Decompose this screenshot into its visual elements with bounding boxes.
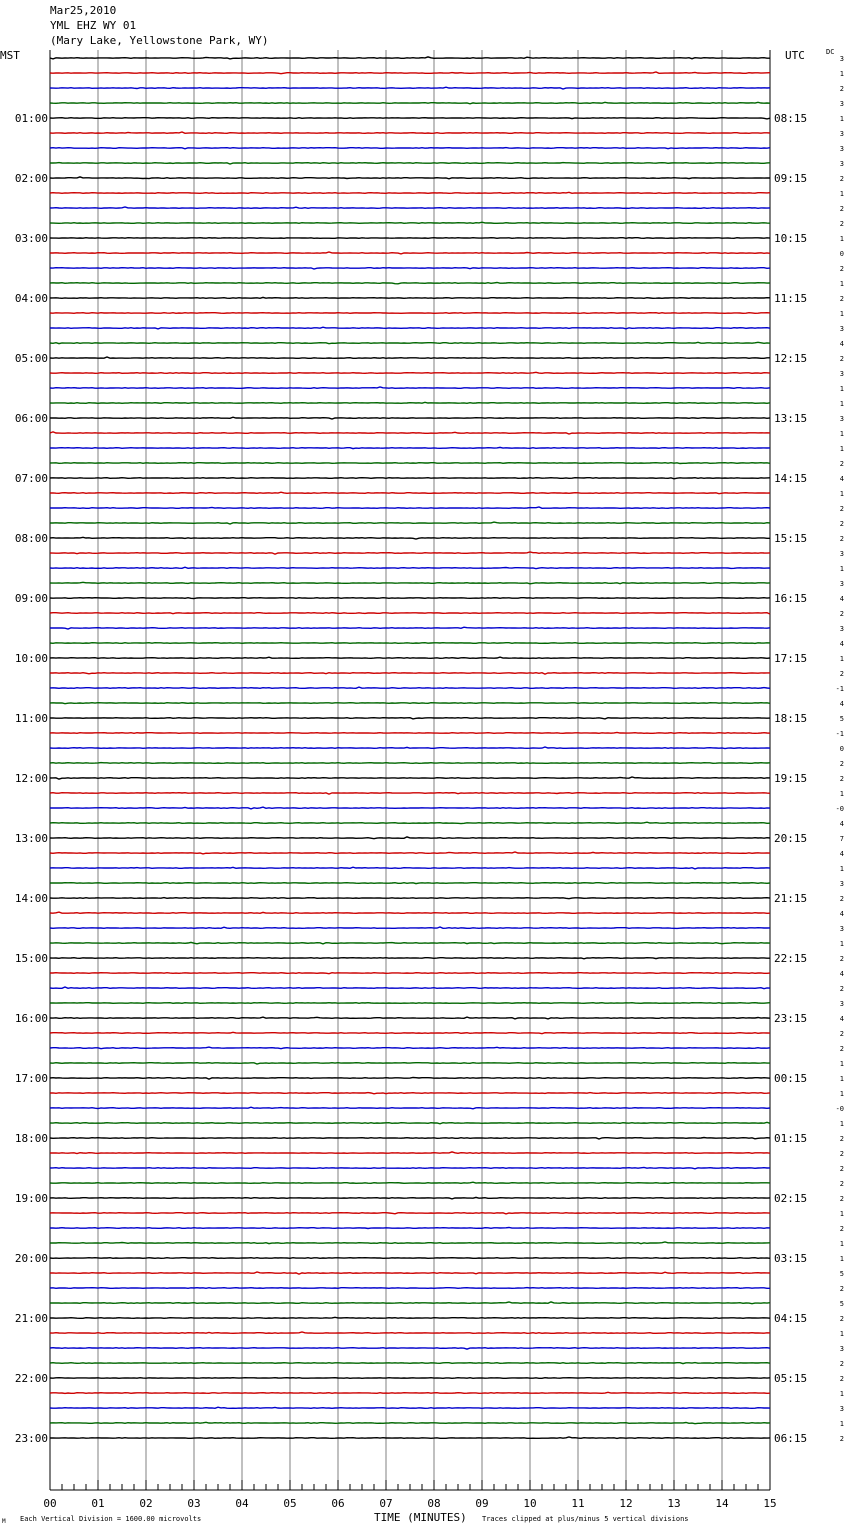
dc-offset-label: 2 (839, 775, 844, 783)
corner-mark: M (2, 1518, 6, 1525)
seismic-trace (50, 777, 770, 779)
seismic-trace (50, 1378, 770, 1379)
station-code: YML EHZ WY 01 (50, 19, 137, 32)
seismic-trace (50, 1437, 770, 1438)
mst-hour-label: 05:00 (14, 352, 48, 365)
seismic-trace (50, 132, 770, 133)
utc-hour-label: 16:15 (774, 592, 808, 605)
plot-date: Mar25,2010 (50, 4, 117, 17)
x-tick-label: 01 (91, 1497, 105, 1510)
seismic-trace (50, 268, 770, 269)
seismic-trace (50, 643, 770, 644)
seismic-trace (50, 1272, 770, 1274)
dc-offset-label: 1 (839, 1060, 844, 1068)
seismic-trace (50, 102, 770, 104)
seismic-trace (50, 1363, 770, 1364)
x-tick-label: 12 (619, 1497, 633, 1510)
seismic-trace (50, 837, 770, 839)
mst-hour-label: 21:00 (14, 1312, 48, 1325)
seismic-trace (50, 207, 770, 208)
dc-offset-label: 2 (839, 1030, 844, 1038)
seismic-trace (50, 867, 770, 869)
clip-note: Traces clipped at plus/minus 5 vertical divisions (482, 1515, 689, 1523)
utc-hour-label: 12:15 (774, 352, 808, 365)
seismic-trace (50, 1407, 770, 1408)
dc-offset-label: 1 (839, 1210, 844, 1218)
dc-offset-label: 1 (839, 490, 844, 498)
dc-offset-label: 3 (839, 100, 844, 108)
dc-offset-label: 2 (839, 1375, 844, 1383)
seismic-trace (50, 582, 770, 584)
utc-hour-label: 15:15 (774, 532, 808, 545)
seismic-trace (50, 372, 770, 373)
seismic-trace (50, 1197, 770, 1199)
dc-offset-label: 2 (839, 535, 844, 543)
seismic-trace (50, 87, 770, 89)
dc-offset-label: 1 (839, 1420, 844, 1428)
dc-offset-label: 1 (839, 310, 844, 318)
dc-offset-label: 1 (839, 790, 844, 798)
dc-offset-label: 4 (839, 970, 844, 978)
seismic-trace (50, 1078, 770, 1080)
seismic-trace (50, 1047, 770, 1049)
dc-offset-label: 3 (839, 55, 844, 63)
seismic-trace (50, 1003, 770, 1004)
dc-offset-label: 4 (839, 910, 844, 918)
x-axis-label: TIME (MINUTES) (374, 1511, 467, 1524)
seismic-trace (50, 463, 770, 464)
dc-offset-label: 3 (839, 925, 844, 933)
seismic-trace (50, 148, 770, 149)
utc-hour-label: 17:15 (774, 652, 808, 665)
seismic-trace (50, 1107, 770, 1109)
dc-offset-label: 5 (839, 1300, 844, 1308)
dc-offset-label: 2 (839, 670, 844, 678)
dc-offset-label: 1 (839, 1390, 844, 1398)
seismic-trace (50, 342, 770, 343)
dc-offset-label: 3 (839, 625, 844, 633)
dc-offset-label: 1 (839, 1240, 844, 1248)
seismic-trace (50, 522, 770, 524)
dc-offset-label: 1 (839, 235, 844, 243)
mst-hour-label: 15:00 (14, 952, 48, 965)
dc-offset-label: 2 (839, 1360, 844, 1368)
dc-offset-label: 1 (839, 1330, 844, 1338)
left-timezone-label: MST (0, 49, 20, 62)
seismic-trace (50, 1288, 770, 1289)
seismic-trace (50, 958, 770, 959)
mst-hour-label: 20:00 (14, 1252, 48, 1265)
mst-hour-label: 07:00 (14, 472, 48, 485)
dc-offset-label: 2 (839, 1180, 844, 1188)
seismic-trace (50, 1348, 770, 1349)
dc-offset-label: 3 (839, 550, 844, 558)
x-tick-label: 05 (283, 1497, 297, 1510)
mst-hour-label: 10:00 (14, 652, 48, 665)
utc-hour-label: 10:15 (774, 232, 808, 245)
mst-hour-label: 18:00 (14, 1132, 48, 1145)
dc-offset-label: 1 (839, 190, 844, 198)
seismic-trace (50, 747, 770, 749)
dc-offset-label: 4 (839, 820, 844, 828)
seismic-trace (50, 598, 770, 599)
dc-offset-label: -0 (835, 1105, 844, 1113)
seismic-trace (50, 252, 770, 254)
utc-hour-label: 22:15 (774, 952, 808, 965)
seismic-trace (50, 1032, 770, 1033)
seismic-trace (50, 417, 770, 419)
seismic-trace (50, 627, 770, 629)
dc-offset-label: 1 (839, 70, 844, 78)
seismic-trace (50, 402, 770, 403)
mst-hour-label: 22:00 (14, 1372, 48, 1385)
seismic-trace (50, 57, 770, 59)
seismic-trace (50, 1093, 770, 1094)
x-tick-label: 03 (187, 1497, 201, 1510)
scale-note: Each Vertical Division = 1600.00 microvolts (20, 1515, 202, 1523)
dc-offset-label: 1 (839, 385, 844, 393)
dc-offset-label: 2 (839, 610, 844, 618)
mst-hour-label: 23:00 (14, 1432, 48, 1445)
seismic-trace (50, 192, 770, 193)
dc-offset-label: 2 (839, 520, 844, 528)
dc-offset-label: 1 (839, 430, 844, 438)
mst-hour-label: 02:00 (14, 172, 48, 185)
dc-offset-label: 2 (839, 985, 844, 993)
utc-hour-label: 21:15 (774, 892, 808, 905)
mst-hour-label: 11:00 (14, 712, 48, 725)
dc-offset-label: 4 (839, 475, 844, 483)
seismic-trace (50, 327, 770, 329)
dc-offset-label: 3 (839, 145, 844, 153)
seismic-trace (50, 1332, 770, 1333)
seismic-trace (50, 222, 770, 223)
dc-offset-label: 1 (839, 565, 844, 573)
dc-offset-label: 1 (839, 400, 844, 408)
dc-offset-label: 2 (839, 505, 844, 513)
mst-hour-label: 09:00 (14, 592, 48, 605)
dc-offset-label: 1 (839, 280, 844, 288)
dc-offset-label: 2 (839, 460, 844, 468)
mst-hour-label: 03:00 (14, 232, 48, 245)
x-tick-label: 13 (667, 1497, 681, 1510)
x-tick-label: 02 (139, 1497, 153, 1510)
seismic-trace (50, 657, 770, 658)
seismic-trace (50, 1182, 770, 1183)
dc-offset-label: 1 (839, 655, 844, 663)
dc-offset-label: 2 (839, 1315, 844, 1323)
dc-offset-label: 2 (839, 1150, 844, 1158)
seismic-trace (50, 432, 770, 434)
dc-offset-label: 1 (839, 1255, 844, 1263)
utc-hour-label: 01:15 (774, 1132, 808, 1145)
dc-offset-label: -1 (835, 685, 844, 693)
dc-offset-label: 0 (839, 250, 844, 258)
x-tick-label: 08 (427, 1497, 441, 1510)
utc-hour-label: 13:15 (774, 412, 808, 425)
seismic-trace (50, 1392, 770, 1393)
seismic-trace (50, 763, 770, 764)
dc-offset-label: 5 (839, 715, 844, 723)
dc-offset-label: 2 (839, 1195, 844, 1203)
seismic-trace (50, 973, 770, 974)
seismic-trace (50, 613, 770, 614)
seismic-trace (50, 718, 770, 719)
dc-offset-label: -1 (835, 730, 844, 738)
seismic-trace (50, 492, 770, 494)
dc-offset-label: 2 (839, 1045, 844, 1053)
utc-hour-label: 19:15 (774, 772, 808, 785)
mst-hour-label: 14:00 (14, 892, 48, 905)
dc-offset-label: 1 (839, 445, 844, 453)
seismic-trace (50, 567, 770, 569)
dc-offset-label: 2 (839, 220, 844, 228)
dc-offset-label: 3 (839, 160, 844, 168)
seismic-trace (50, 478, 770, 479)
seismic-trace (50, 357, 770, 358)
dc-offset-label: 1 (839, 940, 844, 948)
seismic-trace (50, 537, 770, 539)
dc-offset-label: 4 (839, 595, 844, 603)
dc-offset-label: 2 (839, 1225, 844, 1233)
mst-hour-label: 17:00 (14, 1072, 48, 1085)
utc-hour-label: 04:15 (774, 1312, 808, 1325)
dc-offset-label: 2 (839, 955, 844, 963)
dc-offset-label: 2 (839, 85, 844, 93)
dc-offset-label: 3 (839, 580, 844, 588)
mst-hour-label: 13:00 (14, 832, 48, 845)
seismic-trace (50, 447, 770, 448)
utc-hour-label: 00:15 (774, 1072, 808, 1085)
utc-hour-label: 03:15 (774, 1252, 808, 1265)
seismic-trace (50, 507, 770, 508)
dc-offset-label: 1 (839, 1120, 844, 1128)
seismic-trace (50, 313, 770, 314)
seismic-trace (50, 793, 770, 794)
right-timezone-label: UTC (785, 49, 805, 62)
seismic-trace (50, 1228, 770, 1229)
seismic-trace (50, 552, 770, 554)
seismic-trace (50, 927, 770, 928)
seismic-trace (50, 1242, 770, 1244)
x-tick-label: 00 (43, 1497, 57, 1510)
seismic-trace (50, 238, 770, 239)
seismic-trace (50, 387, 770, 388)
seismic-trace (50, 898, 770, 899)
dc-offset-label: 1 (839, 1090, 844, 1098)
x-tick-label: 10 (523, 1497, 537, 1510)
seismic-trace (50, 1213, 770, 1214)
dc-offset-label: 2 (839, 355, 844, 363)
dc-offset-label: 4 (839, 640, 844, 648)
mst-hour-label: 16:00 (14, 1012, 48, 1025)
x-tick-label: 09 (475, 1497, 489, 1510)
utc-hour-label: 08:15 (774, 112, 808, 125)
seismic-trace (50, 163, 770, 164)
seismic-trace (50, 912, 770, 913)
mst-hour-label: 08:00 (14, 532, 48, 545)
dc-offset-label: 4 (839, 1015, 844, 1023)
seismic-trace (50, 703, 770, 704)
dc-offset-label: 4 (839, 850, 844, 858)
dc-offset-label: 2 (839, 265, 844, 273)
dc-offset-label: 3 (839, 370, 844, 378)
seismic-trace (50, 297, 770, 298)
seismic-trace (50, 942, 770, 944)
mst-hour-label: 01:00 (14, 112, 48, 125)
dc-offset-label: 2 (839, 295, 844, 303)
x-tick-label: 07 (379, 1497, 393, 1510)
dc-offset-label: 3 (839, 325, 844, 333)
dc-offset-label: 2 (839, 895, 844, 903)
utc-hour-label: 14:15 (774, 472, 808, 485)
utc-hour-label: 23:15 (774, 1012, 808, 1025)
dc-offset-label: 1 (839, 115, 844, 123)
seismic-trace (50, 822, 770, 823)
dc-offset-label: -0 (835, 805, 844, 813)
dc-offset-label: 3 (839, 130, 844, 138)
seismic-trace (50, 1122, 770, 1124)
seismic-trace (50, 283, 770, 284)
seismic-trace (50, 72, 770, 74)
dc-offset-label: 1 (839, 865, 844, 873)
station-location: (Mary Lake, Yellowstone Park, WY) (50, 34, 269, 47)
dc-offset-label: 3 (839, 880, 844, 888)
utc-hour-label: 09:15 (774, 172, 808, 185)
seismic-trace (50, 1167, 770, 1168)
dc-offset-label: 2 (839, 1135, 844, 1143)
x-tick-label: 11 (571, 1497, 585, 1510)
seismic-trace (50, 852, 770, 854)
dc-offset-label: 3 (839, 1345, 844, 1353)
utc-hour-label: 02:15 (774, 1192, 808, 1205)
seismic-trace (50, 1317, 770, 1318)
dc-offset-label: 2 (839, 205, 844, 213)
mst-hour-label: 06:00 (14, 412, 48, 425)
dc-offset-label: 1 (839, 1075, 844, 1083)
dc-column-label: DC (826, 48, 835, 56)
x-tick-label: 14 (715, 1497, 729, 1510)
mst-hour-label: 12:00 (14, 772, 48, 785)
utc-hour-label: 18:15 (774, 712, 808, 725)
seismic-trace (50, 687, 770, 688)
seismic-trace (50, 987, 770, 989)
seismic-trace (50, 1063, 770, 1064)
seismic-trace (50, 1302, 770, 1304)
seismic-trace (50, 118, 770, 119)
seismic-trace (50, 1138, 770, 1140)
x-tick-label: 04 (235, 1497, 249, 1510)
seismic-trace (50, 807, 770, 809)
seismic-trace (50, 883, 770, 884)
seismic-trace (50, 1017, 770, 1019)
dc-offset-label: 7 (839, 835, 844, 843)
dc-offset-label: 2 (839, 1285, 844, 1293)
dc-offset-label: 3 (839, 415, 844, 423)
mst-hour-label: 19:00 (14, 1192, 48, 1205)
seismic-trace (50, 1258, 770, 1259)
seismic-trace (50, 673, 770, 674)
utc-hour-label: 11:15 (774, 292, 808, 305)
mst-hour-label: 04:00 (14, 292, 48, 305)
seismic-trace (50, 177, 770, 179)
dc-offset-label: 4 (839, 340, 844, 348)
dc-offset-label: 4 (839, 700, 844, 708)
seismic-trace (50, 1422, 770, 1423)
utc-hour-label: 20:15 (774, 832, 808, 845)
seismic-trace (50, 732, 770, 733)
dc-offset-label: 2 (839, 1165, 844, 1173)
dc-offset-label: 3 (839, 1405, 844, 1413)
dc-offset-label: 3 (839, 1000, 844, 1008)
utc-hour-label: 06:15 (774, 1432, 808, 1445)
x-tick-label: 15 (763, 1497, 777, 1510)
utc-hour-label: 05:15 (774, 1372, 808, 1385)
dc-offset-label: 0 (839, 745, 844, 753)
dc-offset-label: 2 (839, 1435, 844, 1443)
dc-offset-label: 2 (839, 175, 844, 183)
dc-offset-label: 5 (839, 1270, 844, 1278)
x-tick-label: 06 (331, 1497, 345, 1510)
seismic-trace (50, 1152, 770, 1154)
dc-offset-label: 2 (839, 760, 844, 768)
